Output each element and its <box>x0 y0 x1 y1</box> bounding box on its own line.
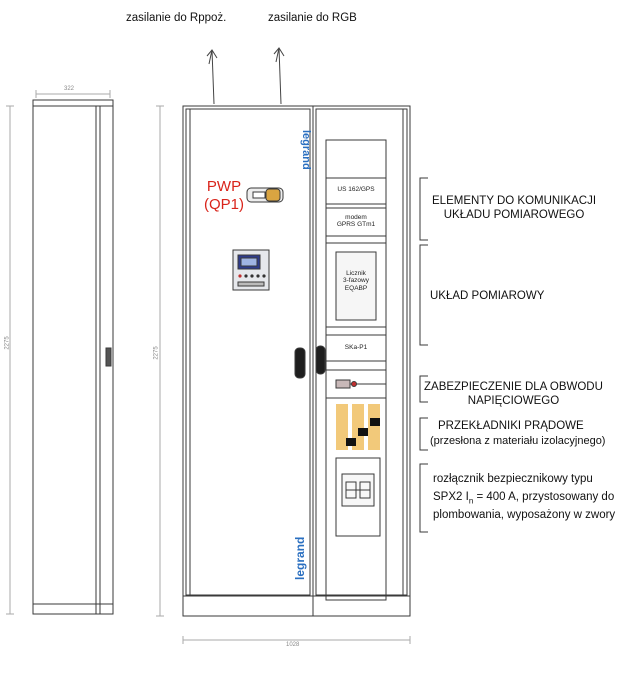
callout-zabezpieczenie: ZABEZPIECZENIE DLA OBWODU NAPIĘCIOWEGO <box>424 381 603 407</box>
dim-front-height: 2275 <box>153 346 160 360</box>
rozlacznik-spx: SPX2 I <box>433 491 469 503</box>
device-modem: modem GPRS GTm1 <box>336 214 376 229</box>
pwp-label <box>204 178 244 214</box>
pwp-line2: (QP1) <box>204 196 245 213</box>
dim-front-width: 1028 <box>286 642 300 648</box>
device-ska: SKa-P1 <box>344 344 368 351</box>
brand-logo-top: legrand <box>300 130 312 170</box>
label-zasilanie-rppoz: zasilanie do Rppoż. <box>126 12 227 24</box>
rozlacznik-subscript: n <box>468 496 474 506</box>
dim-side-width: 322 <box>64 86 75 92</box>
callout-rozlacznik-line1: rozłącznik bezpiecznikowy typu <box>433 473 593 485</box>
pwp-line1: PWP <box>206 178 242 195</box>
rozlacznik-current: = 400 A, przystosowany do <box>473 491 615 503</box>
callout-komunikacja: ELEMENTY DO KOMUNIKACJI UKŁADU POMIAROWEGO <box>432 195 597 221</box>
dim-side-height: 2275 <box>4 336 11 350</box>
label-zasilanie-rgb: zasilanie do RGB <box>268 12 357 24</box>
front-view <box>153 48 428 644</box>
callout-pomiarowy: UKŁAD POMIAROWY <box>430 290 545 302</box>
brand-logo-bottom: legrand <box>293 536 307 580</box>
device-licznik: Licznik 3-fazowy EQABP <box>342 270 369 292</box>
device-us: US 162/GPS <box>337 186 375 193</box>
callout-rozlacznik-line3: plombowania, wyposażony w zwory <box>433 509 616 521</box>
callout-przekladniki-note: (przesłona z materiału izolacyjnego) <box>430 435 606 447</box>
callout-rozlacznik-line2 <box>433 491 614 506</box>
callout-przekladniki-title: PRZEKŁADNIKI PRĄDOWE <box>438 420 584 432</box>
side-view <box>6 90 113 614</box>
